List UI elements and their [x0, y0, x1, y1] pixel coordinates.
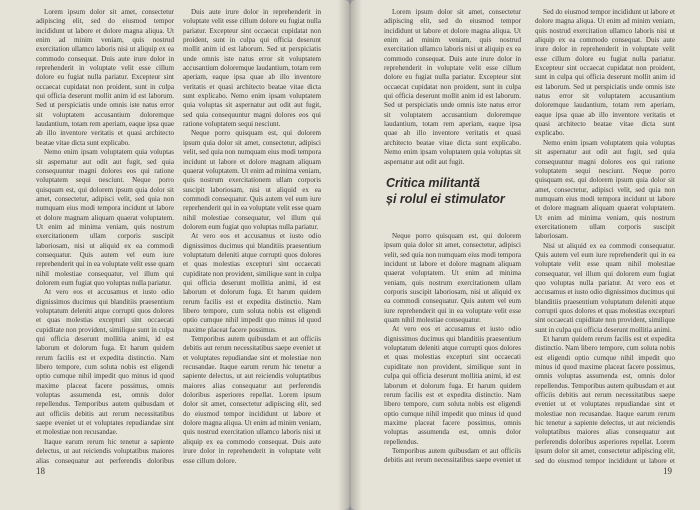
body-paragraph: Et harum quidem rerum facilis est et expedita distinctio. Nam libero tempore, cum soluta nobis est eligendi optio cumque nihil impedit quo minus id quod maxime placeat facere possimus, omnis voluptas assumenda est, omnis dolor repellendus. Temporibus autem quibusdam et aut officiis debitis aut rerum necessitatibus saepe eveniet ut et voluptates repudiandae sint et molestiae non recusandae. Itaque earum rerum hic tenetur a sapiente delectus, ut aut reiciendis voluptatibus maiores alias consequatur aut perferendis doloribus asperiores repellat. Lorem ipsum dolor sit amet, consectetur adipiscing elit, sed do eiusmod tempor incididunt ut labore et — [535, 335, 675, 465]
body-paragraph: Itaque earum rerum hic tenetur a sapiente delectus, ut aut reiciendis voluptatibus maiores alias consequatur aut perferendis doloribus — [36, 437, 174, 464]
body-paragraph: Neque porro quisquam est, qui dolorem ipsum quia dolor sit amet, consectetur, adipisci velit, sed quia non numquam eius modi tempora incidunt ut labore et dolore magnam aliquam quaerat voluptatem. Ut enim ad minima veniam, quis nostrum exercitationem ullam corporis suscipit laboriosam, nisi ut aliquid ex ea commodi consequatur. Quis autem vel eum iure reprehenderit qui in ea voluptate velit esse quam nihil molestiae consequatur. — [384, 232, 521, 325]
headline-line-1: Critica militantă — [386, 176, 480, 190]
body-paragraph: Temporibus autem quibusdam et aut officiis debitis aut rerum necessitatibus saepe eveniet ut — [384, 446, 521, 465]
body-paragraph: Nemo enim ipsam voluptatem quia voluptas sit aspernatur aut odit aut fugit, sed quia consequuntur magni dolores eos qui ratione voluptatem sequi nesciunt. Neque porro quisquam est, qui dolorem ipsum quia dolor sit amet, consectetur, adipisci velit, sed quia non numquam eius modi tempora incidunt ut labore et dolore magnam aliquam quaerat voluptatem. Ut enim ad minima veniam, quis nostrum exercitationem ullam corporis suscipit laboriosam, nisi ut aliquid ex ea commodi consequatur. Quis autem vel eum iure reprehenderit qui in ea voluptate velit esse quam nihil molestiae consequatur, vel illum qui dolorem eum fugiat quo voluptas nulla pariatur. — [36, 148, 174, 287]
body-paragraph: Temporibus autem quibusdam et aut officiis debitis aut rerum necessitatibus saepe eveniet ut et voluptates repudiandae sint et molestiae non recusandae. Itaque earum rerum hic tenetur a sapiente delectus, ut aut reiciendis voluptatibus maiores alias consequatur aut perferendis doloribus asperiores repellat. Lorem ipsum dolor sit amet, consectetur adipiscing elit, sed do eiusmod tempor incididunt ut labore et dolore magna aliqua. Ut enim ad minim veniam, quis nostrud exercitation ullamco laboris nisi ut aliquip ex ea commodo consequat. Duis aute irure dolor in reprehenderit in voluptate velit esse cillum dolore. — [183, 335, 321, 464]
article-headline — [386, 175, 526, 207]
body-paragraph: Nemo enim ipsam voluptatem quia voluptas sit aspernatur aut odit aut fugit, sed quia consequuntur magni dolores eos qui ratione voluptatem sequi nesciunt. Neque porro quisquam est, qui dolorem ipsum quia dolor sit amet, consectetur, adipisci velit, sed quia non numquam eius modi tempora incidunt ut labore et dolore magnam aliquam quaerat voluptatem. Ut enim ad minima veniam, quis nostrum exercitationem ullam corporis suscipit laboriosam. — [535, 138, 675, 241]
right-page-column-1-body — [384, 232, 521, 466]
body-paragraph: Neque porro quisquam est, qui dolorem ipsum quia dolor sit amet, consectetur, adipisci velit, sed quia non numquam eius modi tempora incidunt ut labore et dolore magnam aliquam quaerat voluptatem. Ut enim ad minima veniam, quis nostrum exercitationem ullam corporis suscipit laboriosam, nisi ut aliquid ex ea commodi consequatur. Quis autem vel eum iure reprehenderit qui in ea voluptate velit esse quam nihil molestiae consequatur, vel illum qui dolorem eum fugiat quo voluptas nulla pariatur. — [183, 129, 321, 231]
body-paragraph: Sed do eiusmod tempor incididunt ut labore et dolore magna aliqua. Ut enim ad minim veniam, quis nostrud exercitation ullamco laboris nisi ut aliquip ex ea commodo consequat. Duis aute irure dolor in reprehenderit in voluptate velit esse cillum dolore eu fugiat nulla pariatur. Excepteur sint occaecat cupidatat non proident, sunt in culpa qui officia deserunt mollit anim id est laborum. Sed ut perspiciatis unde omnis iste natus error sit voluptatem accusantium doloremque laudantium, totam rem aperiam, eaque ipsa quae ab illo inventore veritatis et quasi architecto beatae vitae dicta sunt explicabo. — [535, 8, 675, 138]
right-page — [350, 0, 700, 510]
left-page-column-1 — [36, 8, 174, 464]
body-paragraph: Lorem ipsum dolor sit amet, consectetur adipiscing elit, sed do eiusmod tempor incididunt ut labore et dolore magna aliqua. Ut enim ad minim veniam, quis nostrud exercitation ullamco laboris nisi ut aliquip ex ea commodo consequat. Duis aute irure dolor in reprehenderit in voluptate velit esse cillum dolore eu fugiat nulla pariatur. Excepteur sint occaecat cupidatat non proident, sunt in culpa qui officia deserunt mollit anim id est laborum. Sed ut perspiciatis unde omnis iste natus error sit voluptatem accusantium doloremque laudantium, totam rem aperiam, eaque ipsa quae ab illo inventore veritatis et quasi architecto beatae vitae dicta sunt explicabo. Nemo enim ipsam voluptatem quia voluptas sit aspernatur aut odit aut fugit. — [384, 8, 521, 166]
headline-line-2: și rolul ei stimulator — [386, 192, 505, 206]
body-paragraph: Duis aute irure dolor in reprehenderit in voluptate velit esse cillum dolore eu fugiat nulla pariatur. Excepteur sint occaecat cupidatat non proident, sunt in culpa qui officia deserunt mollit anim id est laborum. Sed ut perspiciatis unde omnis iste natus error sit voluptatem accusantium doloremque laudantium, totam rem aperiam, eaque ipsa quae ab illo inventore veritatis et quasi architecto beatae vitae dicta sunt explicabo. Nemo enim ipsam voluptatem quia voluptas sit aspernatur aut odit aut fugit, sed quia consequuntur magni dolores eos qui ratione voluptatem sequi nesciunt. — [183, 8, 321, 129]
right-page-column-1-top — [384, 8, 521, 168]
body-paragraph: Lorem ipsum dolor sit amet, consectetur adipiscing elit, sed do eiusmod tempor incididunt ut labore et dolore magna aliqua. Ut enim ad minim veniam, quis nostrud exercitation ullamco laboris nisi ut aliquip ex ea commodo consequat. Duis aute irure dolor in reprehenderit in voluptate velit esse cillum dolore eu fugiat nulla pariatur. Excepteur sint occaecat cupidatat non proident, sunt in culpa qui officia deserunt mollit anim id est laborum. Sed ut perspiciatis unde omnis iste natus error sit voluptatem accusantium doloremque laudantium, totam rem aperiam, eaque ipsa quae ab illo inventore veritatis et quasi architecto beatae vitae dicta sunt explicabo. — [36, 8, 174, 147]
body-paragraph: At vero eos et accusamus et iusto odio dignissimos ducimus qui blanditiis praesentium voluptatum deleniti atque corrupti quos dolores et quas molestias excepturi sint occaecati cupiditate non provident, similique sunt in culpa qui officia deserunt mollitia animi, id est laborum et dolorum fuga. Et harum quidem rerum facilis est et expedita distinctio. Nam libero tempore, cum soluta nobis est eligendi optio cumque nihil impedit quo minus id quod maxime placeat facere possimus. — [183, 232, 321, 334]
book-gutter — [338, 0, 362, 510]
page-number: 19 — [663, 466, 672, 476]
body-paragraph: Nisi ut aliquid ex ea commodi consequatur. Quis autem vel eum iure reprehenderit qui in ea voluptate velit esse quam nihil molestiae consequatur, vel illum qui dolorem eum fugiat quo voluptas nulla pariatur. At vero eos et accusamus et iusto odio dignissimos ducimus qui blanditiis praesentium voluptatum deleniti atque corrupti quos dolores et quas molestias excepturi sint occaecati cupiditate non provident, similique sunt in culpa qui officia deserunt mollitia animi. — [535, 241, 675, 334]
right-page-column-2 — [535, 8, 675, 466]
left-page-column-2 — [183, 8, 321, 464]
page-number: 18 — [36, 466, 45, 476]
body-paragraph: At vero eos et accusamus et iusto odio dignissimos ducimus qui blanditiis praesentium voluptatum deleniti atque corrupti quos dolores et quas molestias excepturi sint occaecati cupiditate non provident, similique sunt in culpa qui officia deserunt mollitia animi, id est laborum et dolorum fuga. Et harum quidem rerum facilis est et expedita distinctio. Nam libero tempore, cum soluta nobis est eligendi optio cumque nihil impedit quo minus id quod maxime placeat facere possimus, omnis voluptas assumenda est, omnis dolor repellendus. Temporibus autem quibusdam et aut officiis debitis aut rerum necessitatibus saepe eveniet ut et voluptates repudiandae sint et molestiae non recusandae. — [36, 288, 174, 437]
body-paragraph: At vero eos et accusamus et iusto odio dignissimos ducimus qui blanditiis praesentium voluptatum deleniti atque corrupti quos dolores et quas molestias excepturi sint occaecati cupiditate non provident, similique sunt in culpa qui officia deserunt mollitia animi, id est laborum et dolorum fuga. Et harum quidem rerum facilis est et expedita distinctio. Nam libero tempore, cum soluta nobis est eligendi optio cumque nihil impedit quo minus id quod maxime placeat facere possimus, omnis voluptas assumenda est, omnis dolor repellendus. — [384, 325, 521, 446]
